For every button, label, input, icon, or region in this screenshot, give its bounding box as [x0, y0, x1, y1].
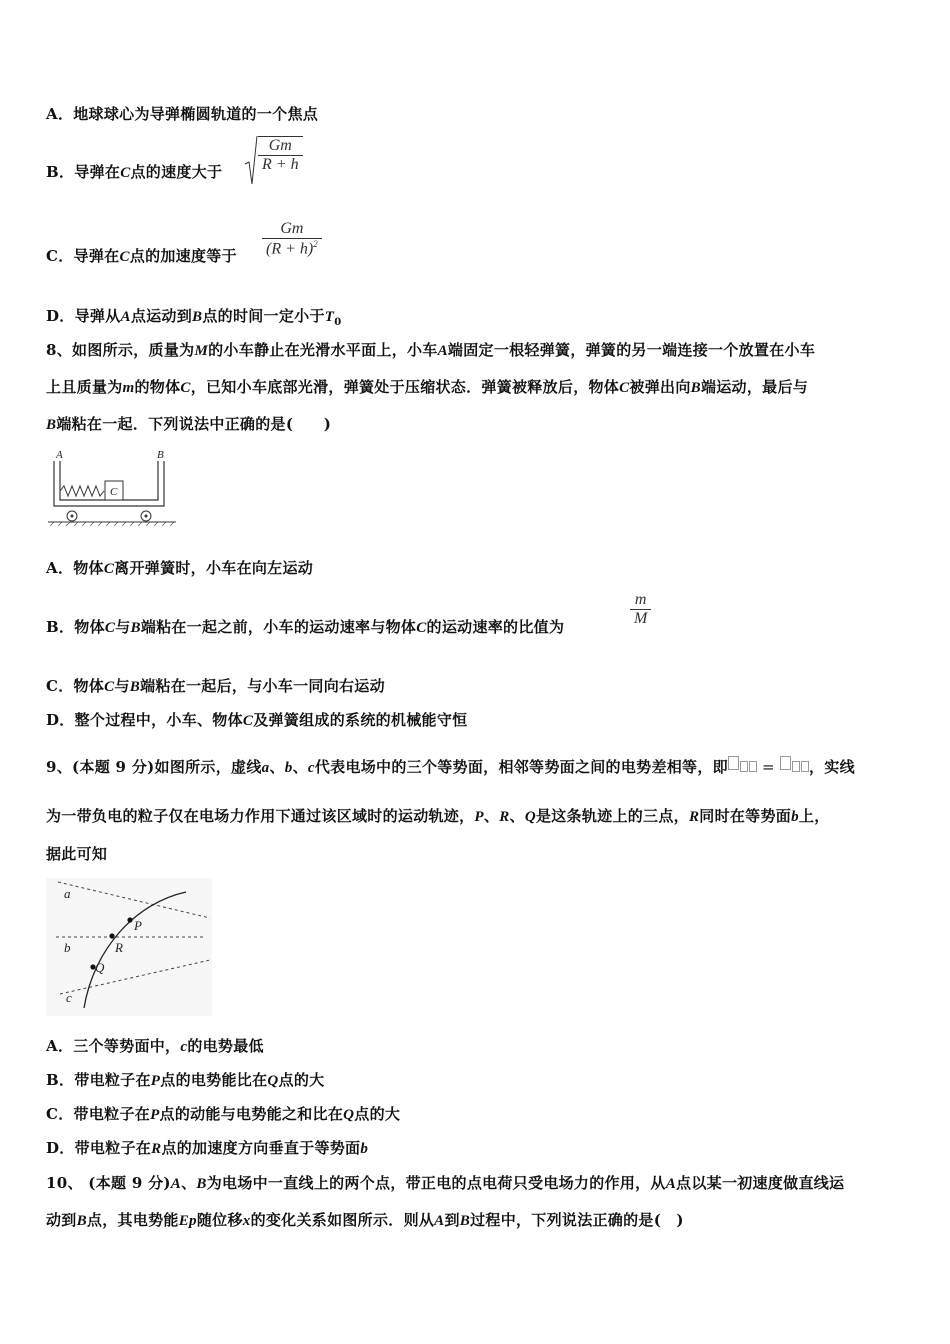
- q9-field-figure: [46, 878, 212, 1016]
- q9-stem-line1: 9、(本题 9 分)如图所示，虚线a、b、c代表电场中的三个等势面，相邻等势面之间的电势差相等，即 = ，实线: [46, 758, 855, 776]
- q7-option-b: B．导弹在C点的速度大于: [46, 163, 223, 181]
- point-r: [109, 933, 114, 938]
- q9-stem-line2: 为一带负电的粒子仅在电场力作用下通过该区域时的运动轨迹，P、R、Q是这条轨迹上的三点，R同时在等势面b上，: [46, 807, 830, 825]
- ground-hatch: [50, 522, 174, 526]
- block-c-label: C: [110, 486, 118, 498]
- label-a: a: [64, 886, 71, 901]
- spring-icon: [60, 486, 104, 496]
- q8-b-fraction: $\frac{m}{M}$: [630, 591, 651, 628]
- q9-stem-line3: 据此可知: [46, 845, 108, 863]
- label-r: R: [115, 940, 123, 955]
- label-p: P: [134, 918, 142, 933]
- q10-stem-line1: 10、 (本题 9 分)A、B为电场中一直线上的两个点，带正电的点电荷只受电场力的作用，从A点以某一初速度做直线运: [46, 1174, 845, 1192]
- q8-stem-line2: 上且质量为m的物体C，已知小车底部光滑，弹簧处于压缩状态．弹簧被释放后，物体C被弹出向B端运动，最后与: [46, 378, 809, 396]
- missing-glyph-icon: [728, 756, 739, 770]
- point-p: [127, 917, 132, 922]
- q8-cart-figure: [44, 446, 184, 528]
- q8-stem-line3: B端粘在一起．下列说法中正确的是( ): [46, 415, 332, 433]
- cart-label-a: A: [56, 449, 63, 461]
- q9-option-d: D．带电粒子在R点的加速度方向垂直于等势面b: [46, 1139, 369, 1157]
- q9-option-a: A．三个等势面中，c的电势最低: [46, 1037, 264, 1055]
- q8-option-d: D．整个过程中，小车、物体C及弹簧组成的系统的机械能守恒: [46, 711, 468, 729]
- cart-label-b: B: [157, 449, 164, 461]
- label-b: b: [64, 940, 71, 955]
- q7-option-c: C．导弹在C点的加速度等于: [46, 247, 237, 265]
- q9-option-c: C．带电粒子在P点的动能与电势能之和比在Q点的大: [46, 1105, 401, 1123]
- q7-option-a: A．地球球心为导弹椭圆轨道的一个焦点: [46, 105, 319, 123]
- q10-stem-line2: 动到B点，其电势能Ep随位移x的变化关系如图所示．则从A到B过程中，下列说法正确的是( ): [46, 1211, 684, 1229]
- label-c: c: [66, 990, 72, 1005]
- q7-b-sqrt-fraction: $\frac{Gm}{R + h}$: [244, 136, 303, 174]
- q8-stem-line1: 8、如图所示，质量为M的小车静止在光滑水平面上，小车A端固定一根轻弹簧，弹簧的另一端连接一个放置在小车: [46, 341, 816, 359]
- label-q: Q: [95, 960, 105, 975]
- q7-c-fraction: $\frac{Gm}{(R + h)^2}$: [262, 220, 322, 258]
- q8-option-a: A．物体C离开弹簧时，小车在向左运动: [46, 559, 314, 577]
- q8-option-b: B．物体C与B端粘在一起之前，小车的运动速率与物体C的运动速率的比值为: [46, 618, 565, 636]
- q8-option-c: C．物体C与B端粘在一起后，与小车一同向右运动: [46, 677, 385, 695]
- q9-option-b: B．带电粒子在P点的电势能比在Q点的大: [46, 1071, 325, 1089]
- q7-option-d: D．导弹从A点运动到B点的时间一定小于$T_0$: [46, 307, 342, 328]
- missing-glyph-icon: [780, 756, 791, 770]
